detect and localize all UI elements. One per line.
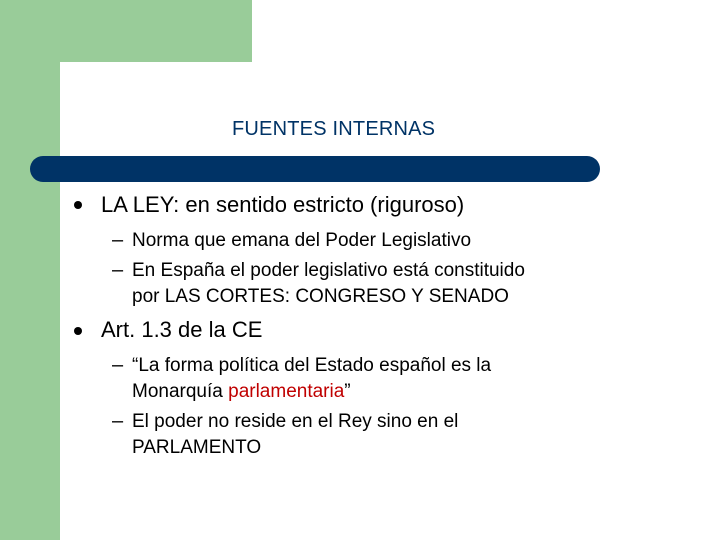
bullet-icon [74,327,82,335]
decorative-side-band [0,0,60,540]
subitem-quote [132,353,491,405]
subitem-espana-line-2: por LAS CORTES: CONGRESO Y SENADO [132,286,509,307]
decorative-top-band [0,0,252,62]
subitem-poder [132,409,458,461]
bullet-icon [74,201,82,209]
subitem-espana [132,258,525,310]
slide-title: FUENTES INTERNAS [232,118,436,140]
subitem-poder-line-1: El poder no reside en el Rey sino en el [132,411,459,432]
subitem-quote-line-2 [132,379,491,405]
quote-close: ” [344,381,351,402]
quote-text: Monarquía [132,381,229,402]
bullet-ley: LA LEY: en sentido estricto (riguroso) [101,192,465,217]
subitem-quote-line-1: “La forma política del Estado español es la [132,355,492,376]
title-underline-bar [30,156,600,182]
subitem-poder-line-2: PARLAMENTO [132,437,262,458]
subitem-espana-line-1: En España el poder legislativo está constituido [132,260,525,281]
dash-icon: – [112,229,124,251]
subitem-norma-line: Norma que emana del Poder Legislativo [132,230,472,251]
dash-icon: – [112,259,124,281]
subitem-norma [132,228,471,254]
bullet-art: Art. 1.3 de la CE [101,317,263,342]
highlighted-word: parlamentaria [228,381,345,402]
dash-icon: – [112,354,124,376]
dash-icon: – [112,410,124,432]
